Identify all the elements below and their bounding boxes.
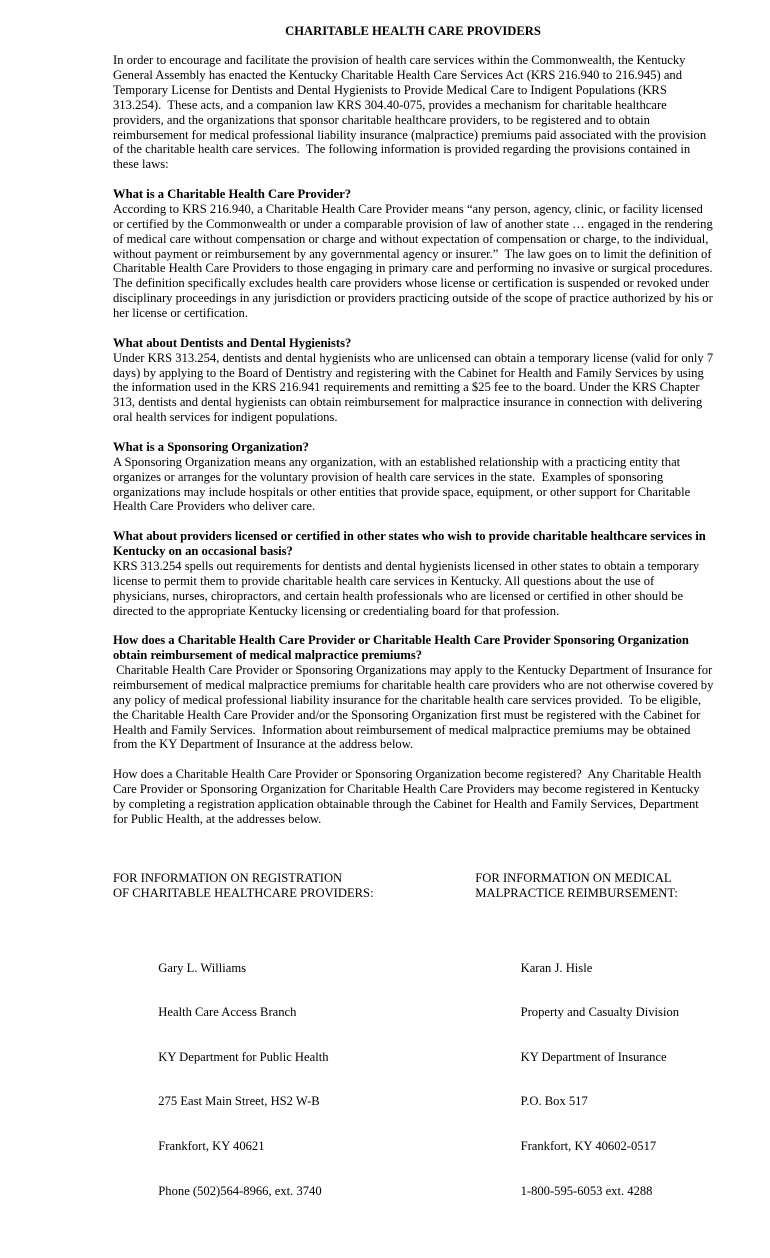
contact-heading: FOR INFORMATION ON REGISTRATION OF CHARITABLE HEALTHCARE PROVIDERS: xyxy=(113,871,374,901)
contact-name: Karan J. Hisle xyxy=(521,961,679,976)
section-charitable-provider xyxy=(113,187,713,321)
contact-heading: FOR INFORMATION ON MEDICAL MALPRACTICE REIMBURSEMENT: xyxy=(475,871,679,901)
section-heading: What is a Sponsoring Organization? xyxy=(113,440,713,455)
registration-paragraph: How does a Charitable Health Care Provider or Sponsoring Organization become registered? Any Charitable Health Care Provider or Sponsoring Organization for Charitable Health Care Providers may become registered in Kentucky by completing a registration application obtainable through the Cabinet for Health and Family Services, Department for Public Health, at the addresses below. xyxy=(113,767,713,827)
contact-address xyxy=(113,931,374,1229)
section-heading: What about Dentists and Dental Hygienists? xyxy=(113,336,713,351)
document-page xyxy=(113,24,713,961)
intro-paragraph: In order to encourage and facilitate the provision of health care services within the Commonwealth, the Kentucky General Assembly has enacted the Kentucky Charitable Health Care Services Act (KRS 216.940 to 216.945) and Temporary License for Dentists and Dental Hygienists to Provide Medical Care to Indigent Populations (KRS 313.254). These acts, and a companion law KRS 304.40-075, provides a mechanism for charitable healthcare providers, and the organizations that sponsor charitable healthcare providers, to be registered and to obtain reimbursement for medical professional liability insurance (malpractice) premiums paid associated with the provision of the charitable health care services. The following information is provided regarding the provisions contained in these laws: xyxy=(113,53,713,172)
section-body: Charitable Health Care Provider or Sponsoring Organizations may apply to the Kentucky Department of Insurance for reimbursement of medical malpractice premiums for charitable health care providers who are not otherwise covered by any policy of medical professional liability insurance for the charitable health care services provided. To be eligible, the Charitable Health Care Provider and/or the Sponsoring Organization first must be registered with the Cabinet for Health and Family Services. Information about reimbursement of medical malpractice premiums may be obtained from the KY Department of Insurance at the address below. xyxy=(113,663,713,752)
document-title: CHARITABLE HEALTH CARE PROVIDERS xyxy=(113,24,713,39)
contact-information xyxy=(113,842,713,961)
contact-phone: Phone (502)564-8966, ext. 3740 xyxy=(158,1184,373,1199)
section-out-of-state-providers xyxy=(113,529,713,618)
section-body: According to KRS 216.940, a Charitable Health Care Provider means “any person, agency, clinic, or facility licensed or certified by the Commonwealth or under a comparable provision of law of another state … engaged in the rendering of medical care without compensation or charge and without expectation of compensation or charge, to the individual, without payment or reimbursement by any governmental agency or insurer.” The law goes on to limit the definition of Charitable Health Care Providers to those engaging in primary care and performing no invasive or surgical procedures. The definition specifically excludes health care providers whose license or certification is suspended or revoked under disciplinary proceedings in any jurisdiction or providers practicing outside of the scope of practice authorized by his or her license or certification. xyxy=(113,202,713,321)
contact-unit: Property and Casualty Division xyxy=(521,1005,679,1020)
contact-phone: 1-800-595-6053 ext. 4288 xyxy=(521,1184,679,1199)
section-sponsoring-organization xyxy=(113,440,713,514)
contact-address xyxy=(475,931,679,1229)
section-heading: How does a Charitable Health Care Provider or Charitable Health Care Provider Sponsoring Organization obtain reimbursement of medical malpractice premiums? xyxy=(113,633,713,663)
section-body: KRS 313.254 spells out requirements for dentists and dental hygienists licensed in other states to obtain a temporary license to permit them to provide charitable health care services in Kentucky. All questions about the use of physicians, nurses, chiropractors, and certain health professionals who are licensed or certified in other should be directed to the appropriate Kentucky licensing or credentialing board for that profession. xyxy=(113,559,713,619)
section-malpractice-reimbursement xyxy=(113,633,713,752)
section-dentists xyxy=(113,336,713,425)
section-body: Under KRS 313.254, dentists and dental hygienists who are unlicensed can obtain a temporary license (valid for only 7 days) by applying to the Board of Dentistry and registering with the Cabinet for Health and Family Services by using the information used in the KRS 216.941 requirements and remitting a $25 fee to the board. Under the KRS Chapter 313, dentists and dental hygienists can obtain reimbursement for malpractice insurance in connection with delivering oral health services for indigent populations. xyxy=(113,351,713,425)
contact-street: P.O. Box 517 xyxy=(521,1094,679,1109)
contact-city: Frankfort, KY 40602-0517 xyxy=(521,1139,679,1154)
registration-contact xyxy=(113,842,374,1258)
section-heading: What is a Charitable Health Care Provider? xyxy=(113,187,713,202)
contact-unit: Health Care Access Branch xyxy=(158,1005,373,1020)
contact-street: 275 East Main Street, HS2 W-B xyxy=(158,1094,373,1109)
section-body: A Sponsoring Organization means any organization, with an established relationship with a practicing entity that organizes or arranges for the voluntary provision of health care services in the state. Examples of sponsoring organizations may include hospitals or other entities that provide space, equipment, or other support for Charitable Health Care Providers who deliver care. xyxy=(113,455,713,515)
contact-city: Frankfort, KY 40621 xyxy=(158,1139,373,1154)
contact-name: Gary L. Williams xyxy=(158,961,373,976)
reimbursement-contact xyxy=(475,842,679,1258)
contact-agency: KY Department of Insurance xyxy=(521,1050,679,1065)
contact-agency: KY Department for Public Health xyxy=(158,1050,373,1065)
section-heading: What about providers licensed or certified in other states who wish to provide charitable healthcare services in Kentucky on an occasional basis? xyxy=(113,529,713,559)
